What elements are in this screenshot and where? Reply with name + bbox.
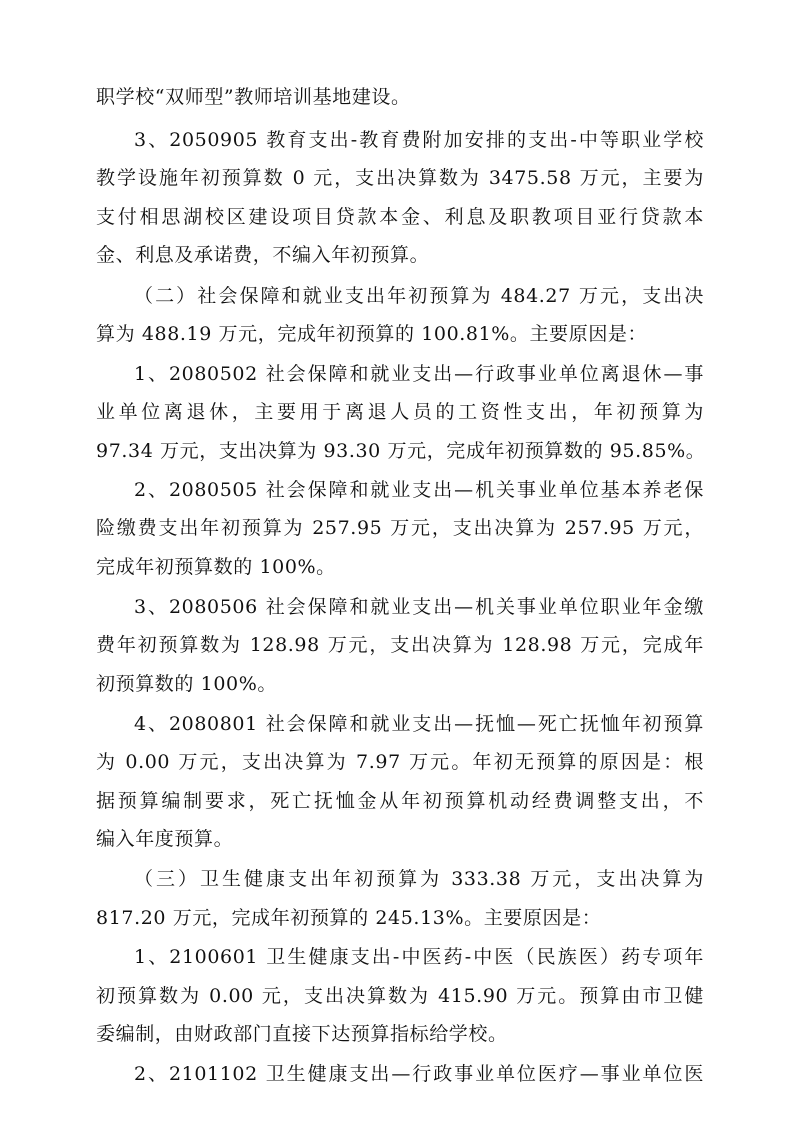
- text-line-11: 2、2080505 社会保障和就业支出—机关事业单位基本养老保: [134, 479, 704, 501]
- text-line-25: 委编制，由财政部门直接下达预算指标给学校。: [96, 1023, 508, 1045]
- text-line-20: 编入年度预算。: [96, 828, 234, 850]
- text-line-22: 817.20 万元，完成年初预算的 245.13%。主要原因是：: [96, 907, 602, 929]
- text-line-10: 97.34 万元，支出决算为 93.30 万元，完成年初预算数的 95.85%。: [96, 440, 706, 462]
- text-line-6: （二）社会保障和就业支出年初预算为 484.27 万元，支出决: [134, 285, 704, 307]
- text-line-24: 初预算数为 0.00 元，支出决算数为 415.90 万元。预算由市卫健: [96, 985, 704, 1007]
- text-line-4: 支付相思湖校区建设项目贷款本金、利息及职教项目亚行贷款本: [96, 206, 704, 228]
- text-line-5: 金、利息及承诺费，不编入年初预算。: [96, 244, 430, 266]
- text-line-18: 为 0.00 万元，支出决算为 7.97 万元。年初无预算的原因是：根: [96, 751, 704, 773]
- text-line-8: 1、2080502 社会保障和就业支出—行政事业单位离退休—事: [134, 363, 704, 385]
- text-line-26: 2、2101102 卫生健康支出—行政事业单位医疗—事业单位医: [134, 1063, 704, 1085]
- text-line-1: 职学校“双师型”教师培训基地建设。: [96, 86, 411, 108]
- text-line-2: 3、2050905 教育支出-教育费附加安排的支出-中等职业学校: [134, 129, 704, 151]
- text-line-19: 据预算编制要求，死亡抚恤金从年初预算机动经费调整支出，不: [96, 790, 704, 812]
- text-line-21: （三）卫生健康支出年初预算为 333.38 万元，支出决算为: [134, 868, 704, 890]
- text-line-16: 初预算数的 100%。: [96, 673, 277, 695]
- text-line-14: 3、2080506 社会保障和就业支出—机关事业单位职业年金缴: [134, 596, 704, 618]
- text-line-17: 4、2080801 社会保障和就业支出—抚恤—死亡抚恤年初预算: [134, 713, 704, 735]
- text-line-12: 险缴费支出年初预算为 257.95 万元，支出决算为 257.95 万元，: [96, 517, 704, 539]
- text-line-15: 费年初预算数为 128.98 万元，支出决算为 128.98 万元，完成年: [96, 634, 704, 656]
- text-line-7: 算为 488.19 万元，完成年初预算的 100.81%。主要原因是：: [96, 323, 648, 345]
- text-line-3: 教学设施年初预算数 0 元，支出决算数为 3475.58 万元，主要为: [96, 167, 704, 189]
- text-line-9: 业单位离退休，主要用于离退人员的工资性支出，年初预算为: [96, 401, 704, 423]
- text-line-23: 1、2100601 卫生健康支出-中医药-中医（民族医）药专项年: [134, 946, 704, 968]
- text-line-13: 完成年初预算数的 100%。: [96, 556, 336, 578]
